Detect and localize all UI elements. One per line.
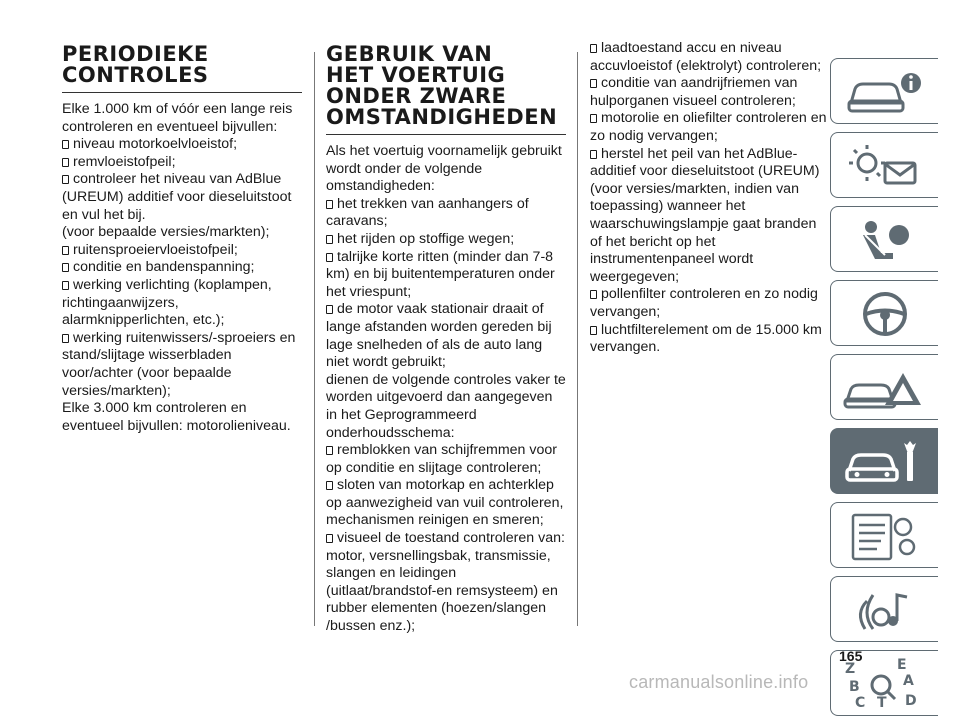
alphabetical-index-icon (841, 657, 929, 711)
list-item: luchtfilterelement om de 15.000 km vervangen. (590, 321, 822, 356)
section-continued-list (590, 40, 830, 357)
list-item: visueel de toestand controleren van: motor, versnellingsbak, transmissie, slangen en leidingen (uitlaat/brandstof-en remsysteem) en rubber elementen (hoezen/slangen /bussen enz.); (326, 530, 565, 635)
tab-warning-lights[interactable] (830, 132, 938, 198)
section-periodieke-controles (62, 44, 302, 435)
warning-lights-icon (841, 139, 929, 193)
heading-line: ONDER ZWARE (326, 84, 507, 108)
car-info-icon (841, 65, 929, 119)
list-item: remvloeistofpeil; (62, 154, 302, 172)
checkbox-bullet-icon (62, 263, 69, 272)
svg-text:B: B (849, 679, 860, 695)
checkbox-bullet-icon (62, 246, 69, 255)
airbag-safety-icon (841, 213, 929, 267)
section-zware-omstandigheden (326, 44, 566, 636)
outro-text: Elke 3.000 km controleren en eventueel bijvullen: motorolieniveau. (62, 400, 291, 434)
checkbox-bullet-icon (326, 235, 333, 244)
tab-car-info[interactable] (830, 58, 938, 124)
list-item: herstel het peil van het AdBlue-additief voor dieseluitstoot (UREUM) (voor versies/markten, indien van toepassing) wanneer het waarschuwingslampje gaat branden of het bericht op het instrumentenpaneel wordt weergegeven; (590, 145, 820, 285)
list-item: niveau motorkoelvloeistof; (62, 136, 302, 154)
checkbox-bullet-icon (590, 150, 597, 159)
checkbox-bullet-icon (590, 114, 597, 123)
list-item: conditie en bandenspanning; (62, 259, 302, 277)
heading-line: GEBRUIK VAN (326, 42, 493, 66)
list-item: werking ruitenwissers/-sproeiers en stand/slijtage wisserbladen voor/achter (voor bepaalde versies/markten); (62, 329, 296, 399)
car-maintenance-icon (841, 435, 929, 489)
page-number: 165 (839, 648, 863, 664)
chapter-tabs (830, 58, 940, 724)
checkbox-bullet-icon (590, 44, 597, 53)
tab-steering-wheel[interactable] (830, 280, 938, 346)
list-item: controleer het niveau van AdBlue (UREUM) additief voor dieseluitstoot en vul het bij. (62, 171, 292, 223)
column-divider (577, 52, 578, 626)
list-item: laadtoestand accu en niveau accuvloeistof (elektrolyt) controleren; (590, 40, 822, 74)
steering-wheel-icon (841, 287, 929, 341)
checkbox-bullet-icon (62, 175, 69, 184)
checkbox-bullet-icon (326, 481, 333, 490)
list-item: remblokken van schijfremmen voor op conditie en slijtage controleren; (326, 442, 557, 476)
list-item: ruitensproeiervloeistofpeil; (62, 242, 302, 260)
note-text: (voor bepaalde versies/markten); (62, 224, 270, 241)
checkbox-bullet-icon (326, 305, 333, 314)
multimedia-icon (841, 583, 929, 637)
section-heading (326, 44, 566, 128)
heading-rule (62, 92, 302, 93)
tab-multimedia[interactable] (830, 576, 938, 642)
checkbox-bullet-icon (326, 446, 333, 455)
heading-rule (326, 134, 566, 135)
watermark-text: carmanualsonline.info (629, 672, 809, 692)
intro-text: Als het voertuig voornamelijk gebruikt wordt onder de volgende omstandigheden: (326, 143, 562, 195)
tab-airbag-safety[interactable] (830, 206, 938, 272)
svg-text:A: A (903, 673, 914, 689)
checkbox-bullet-icon (326, 534, 333, 543)
heading-line: OMSTANDIGHEDEN (326, 105, 558, 129)
svg-text:T: T (877, 695, 887, 711)
list-item: het rijden op stoffige wegen; (326, 231, 566, 249)
checkbox-bullet-icon (590, 326, 597, 335)
mid-text: dienen de volgende controles vaker te worden uitgevoerd dan aangegeven in het Geprogrammeerd onderhoudsschema: (326, 371, 566, 441)
road-emergency-icon (841, 361, 929, 415)
svg-text:D: D (905, 693, 917, 709)
svg-text:E: E (897, 657, 907, 673)
list-item: sloten van motorkap en achterklep op aanwezigheid van vuil controleren, mechanismen reinigen en smeren; (326, 477, 564, 529)
svg-text:Z: Z (845, 661, 856, 677)
checkbox-bullet-icon (62, 158, 69, 167)
list-item: pollenfilter controleren en zo nodig vervangen; (590, 286, 818, 320)
heading-line: CONTROLES (62, 63, 209, 87)
tab-technical-data[interactable] (830, 502, 938, 568)
intro-text: Elke 1.000 km of vóór een lange reis controleren en eventueel bijvullen: (62, 101, 293, 135)
list-item: motorolie en oliefilter controleren en zo nodig vervangen; (590, 110, 827, 144)
list-item: de motor vaak stationair draait of lange afstanden worden gereden bij lage snelheden of als de auto lang niet wordt gebruikt; (326, 301, 552, 371)
heading-line: HET VOERTUIG (326, 63, 506, 87)
checkbox-bullet-icon (62, 281, 69, 290)
list-item: het trekken van aanhangers of caravans; (326, 195, 529, 230)
svg-text:C: C (855, 695, 866, 711)
list-item: werking verlichting (koplampen, richtingaanwijzers, alarmknipperlichten, etc.); (62, 276, 272, 329)
checkbox-bullet-icon (590, 79, 597, 88)
technical-data-icon (841, 509, 929, 563)
checkbox-bullet-icon (62, 140, 69, 149)
list-item: talrijke korte ritten (minder dan 7-8 km) en bij buitentemperaturen onder het vriespunt; (326, 248, 555, 300)
heading-line: PERIODIEKE (62, 42, 209, 66)
checkbox-bullet-icon (62, 334, 69, 343)
tab-road-emergency[interactable] (830, 354, 938, 420)
section-heading (62, 44, 302, 86)
column-divider (314, 52, 315, 626)
tab-car-maintenance[interactable] (830, 428, 938, 494)
checkbox-bullet-icon (590, 290, 597, 299)
checkbox-bullet-icon (326, 200, 333, 209)
list-item: conditie van aandrijfriemen van hulporganen visueel controleren; (590, 75, 798, 109)
checkbox-bullet-icon (326, 253, 333, 262)
